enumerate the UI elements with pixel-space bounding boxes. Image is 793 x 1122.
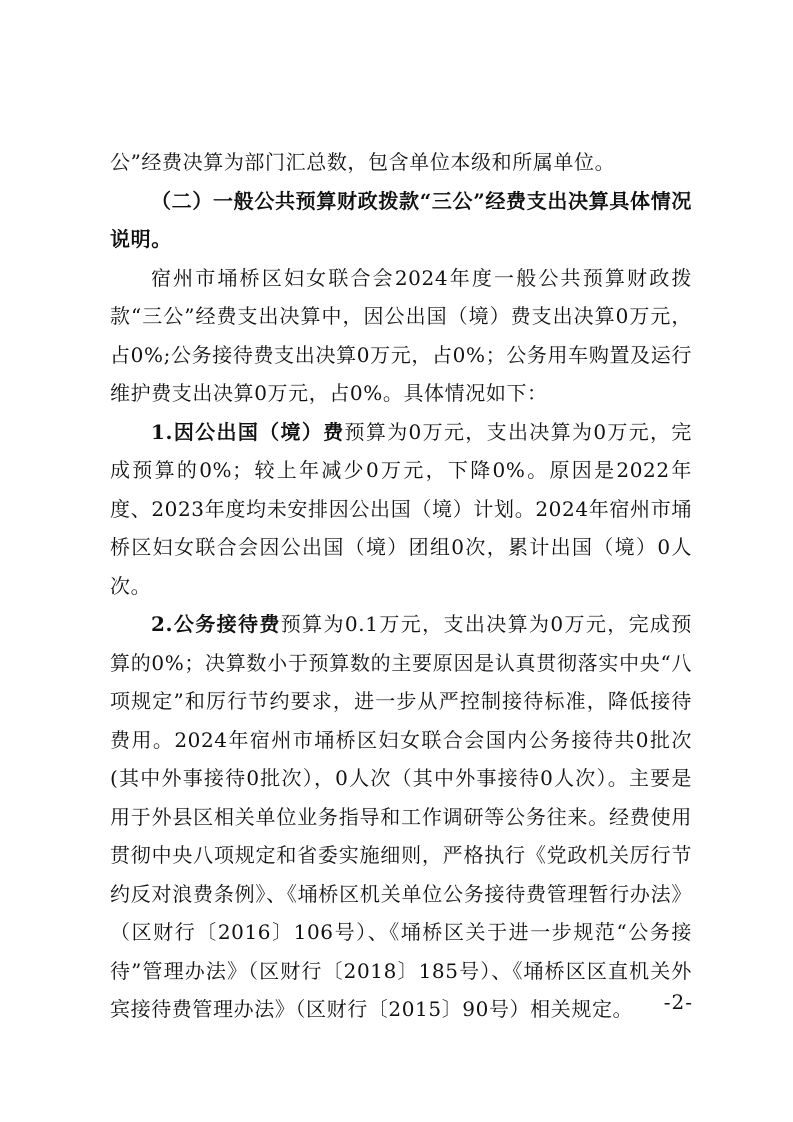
document-body [110,143,692,1029]
paragraph-overseas-travel [110,413,692,606]
paragraph-summary: 宿州市埇桥区妇女联合会2024年度一般公共预算财政拨款“三公”经费支出决算中，因公出国（境）费支出决算0万元，占0%;公务接待费支出决算0万元，占0%；公务用车购置及运行维护费支出决算0万元，占0%。具体情况如下： [110,265,692,405]
section-heading: （二）一般公共预算财政拨款“三公”经费支出决算具体情况说明。 [110,188,692,251]
item-heading-official-reception: 2.公务接待费 [151,612,281,636]
item-heading-overseas-travel: 1.因公出国（境）费 [151,419,345,444]
paragraph-continuation: 公”经费决算为部门汇总数，包含单位本级和所属单位。 [110,150,616,174]
item-body-official-reception: 预算为0.1万元，支出决算为0万元，完成预算的0%；决算数小于预算数的主要原因是认真贯彻落实中央“八项规定”和厉行节约要求，进一步从严控制接待标准，降低接待费用。2024年宿州市埇桥区妇女联合会国内公务接待共0批次(其中外事接待0批次），0人次（其中外事接待0人次）。主要是用于外县区相关单位业务指导和工作调研等公务往来。经费使用贯彻中央八项规定和省委实施细则，严格执行《党政机关厉行节约反对浪费条例》、《埇桥区机关单位公务接待费管理暂行办法》（区财行〔2016〕106号）、《埇桥区关于进一步规范“公务接待”管理办法》（区财行〔2018〕185号）、《埇桥区区直机关外宾接待费管理办法》（区财行〔2015〕90号）相关规定。 [110,612,692,1021]
item-body-overseas-travel: 预算为0万元，支出决算为0万元，完成预算的0%；较上年减少0万元，下降0%。原因是2022年度、2023年度均未安排因公出国（境）计划。2024年宿州市埇桥区妇女联合会因公出国（境）团组0次，累计出国（境）0人次。 [110,419,692,598]
page-number: -2- [663,990,693,1014]
paragraph-official-reception [110,605,692,1029]
